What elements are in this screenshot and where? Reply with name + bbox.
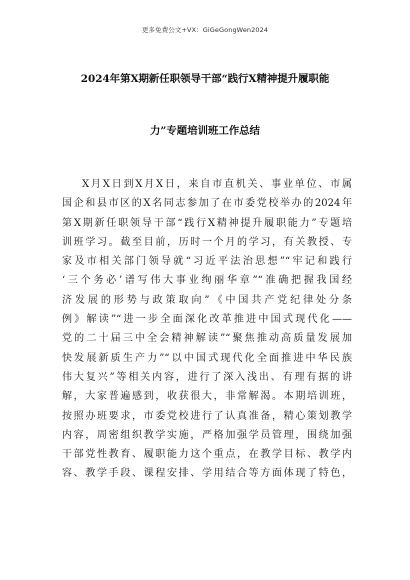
body-line: 伟大复兴”等相关内容，进行了深入浅出、有理有据的讲 xyxy=(62,371,352,383)
body-line: 训班学习。截至目前，历时一个月的学习，有关教授、专 xyxy=(62,236,352,248)
document-body xyxy=(62,175,352,484)
body-line: X月X日到X月X日，来自市直机关、事业单位、市属 xyxy=(82,179,352,190)
body-line: ‘三个务必’谱写伟大事业绚丽华章”“准确把握我国经 xyxy=(62,275,352,287)
body-line: 家及市相关部门领导就“习近平法治思想”“牢记和践行 xyxy=(62,256,352,268)
body-line: 快发展新质生产力”“以中国式现代化全面推进中华民族 xyxy=(62,352,352,364)
body-line: 济发展的形势与政策取向”《中国共产党纪律处分条 xyxy=(62,294,352,306)
body-line: 国企和县市区的X名同志参加了在市委党校举办的2024年 xyxy=(62,198,352,210)
body-line: 第X期新任职领导干部“践行X精神提升履职能力”专题培 xyxy=(62,217,352,229)
body-line: 内容，周密组织教学实施，严格加强学员管理，围绕加强 xyxy=(62,429,352,441)
body-line: 容、教学手段、课程安排、学用结合等方面体现了特色， xyxy=(62,468,352,480)
document-title-line-1: 2024年第X期新任职领导干部“践行X精神提升履职能 xyxy=(80,73,330,85)
body-line: 党的二十届三中全会精神解读”“聚焦推动高质量发展加 xyxy=(62,333,352,345)
header-promo-note: 更多免费公文+VX：GiGeGongWen2024 xyxy=(141,26,269,34)
body-line: 解，大家普遍感到，收获很大，非常解渴。本期培训班， xyxy=(62,391,352,403)
body-line: 按照办班要求，市委党校进行了认真准备，精心策划教学 xyxy=(62,410,352,422)
body-line: 例》解读”“进一步全面深化改革推进中国式现代化—— xyxy=(62,314,352,326)
document-title-line-2: 力”专题培训班工作总结 xyxy=(150,125,260,137)
body-line: 干部党性教育、履职能力这个重点，在教学目标、教学内 xyxy=(62,449,352,461)
